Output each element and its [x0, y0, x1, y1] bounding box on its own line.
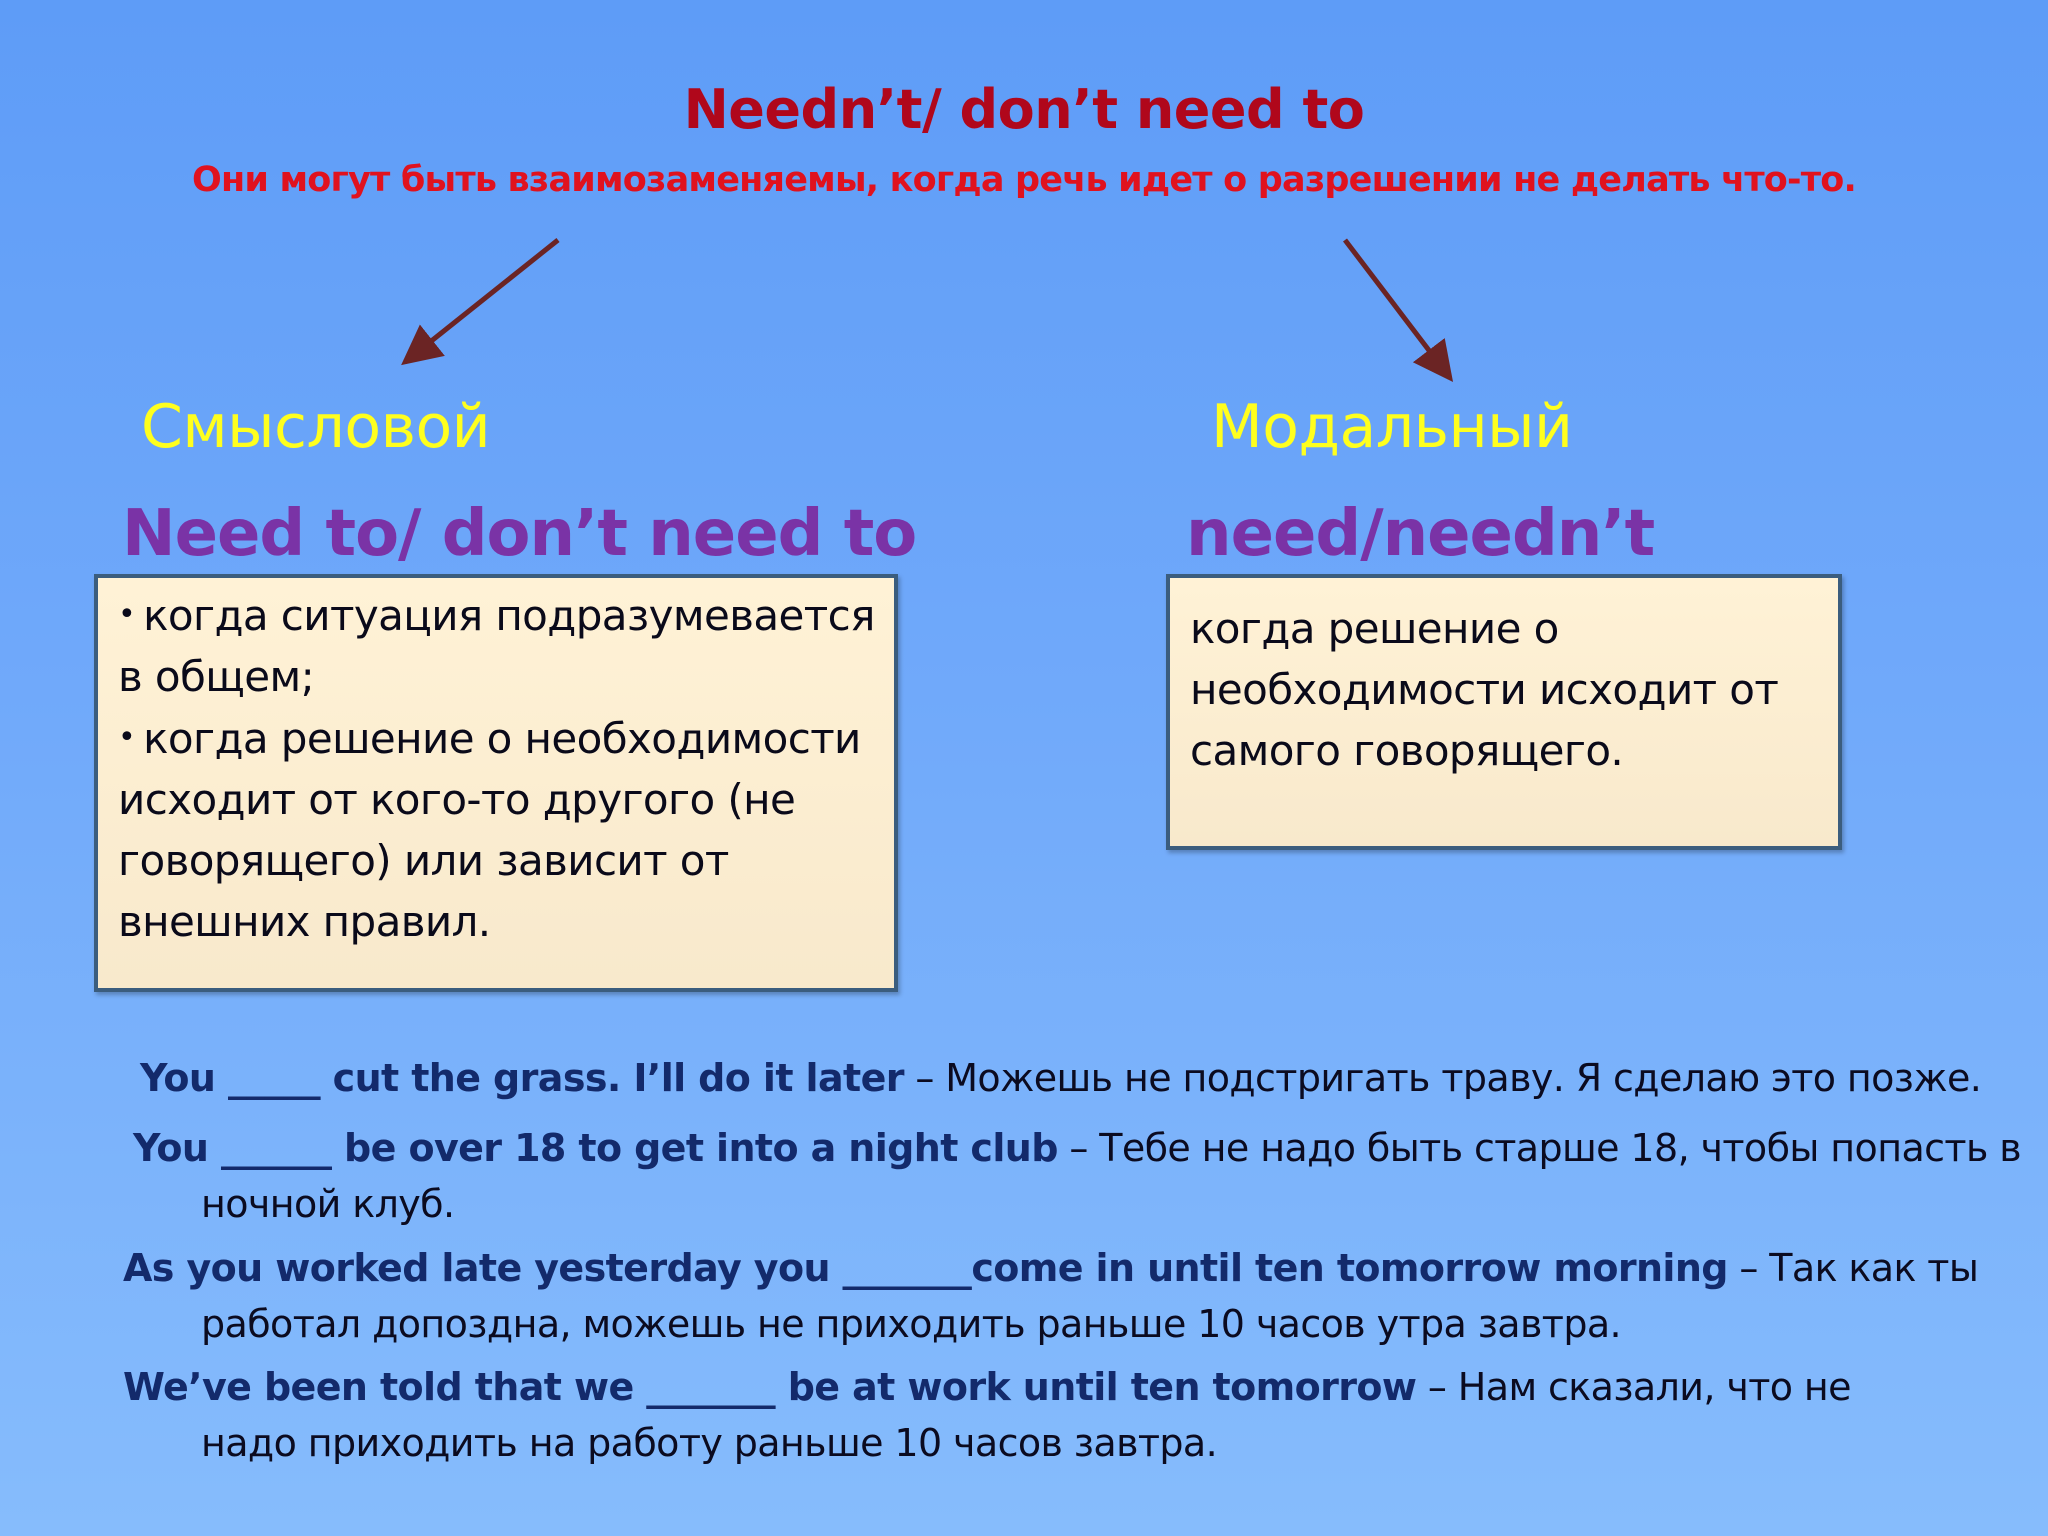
left-explanation-box — [94, 574, 898, 992]
example-russian: Так как ты — [1769, 1246, 1979, 1290]
left-explanation-list — [118, 584, 876, 952]
slide-title: Needn’t/ don’t need to — [683, 78, 1365, 141]
list-item — [118, 584, 876, 707]
right-branch-heading: Модальный — [1211, 392, 1573, 462]
example-dash: – — [1727, 1246, 1770, 1290]
example-item — [140, 1050, 1981, 1106]
right-form-heading: need/needn’t — [1186, 497, 1655, 571]
example-russian: Можешь не подстригать траву. Я сделаю это позже. — [945, 1056, 1982, 1100]
example-dash: – — [903, 1056, 946, 1100]
right-explanation-text: когда решение о необходимости исходит от самого говорящего. — [1190, 604, 1779, 775]
list-item-text: когда решение о необходимости исходит от кого-то другого (не говорящего) или зависит от внешних правил. — [118, 714, 861, 946]
left-arrow — [405, 240, 558, 362]
list-item — [118, 707, 876, 952]
example-dash: – — [1057, 1126, 1100, 1170]
example-english: You _____ cut the grass. I’ll do it later — [140, 1056, 904, 1100]
example-english: You ______ be over 18 to get into a night club — [133, 1126, 1058, 1170]
list-item-text: когда ситуация подразумевается в общем; — [118, 591, 875, 701]
slide-subtitle: Они могут быть взаимозаменяемы, когда речь идет о разрешении не делать что-то. — [192, 160, 1856, 200]
right-arrow — [1345, 240, 1450, 378]
left-form-heading: Need to/ don’t need to — [122, 497, 917, 571]
example-russian-continued: надо приходить на работу раньше 10 часов завтра. — [201, 1421, 1218, 1465]
example-russian-continued: работал допоздна, можешь не приходить раньше 10 часов утра завтра. — [201, 1302, 1622, 1346]
bullet-icon: • — [118, 720, 136, 755]
example-english: As you worked late yesterday you _______come in until ten tomorrow morning — [123, 1246, 1728, 1290]
example-russian-continued: ночной клуб. — [201, 1182, 455, 1226]
bullet-icon: • — [118, 597, 136, 632]
example-english: We’ve been told that we _______ be at work until ten tomorrow — [123, 1365, 1417, 1409]
example-item — [123, 1240, 1978, 1352]
right-explanation-box — [1166, 574, 1842, 850]
example-russian: Нам сказали, что не — [1457, 1365, 1851, 1409]
example-russian: Тебе не надо быть старше 18, чтобы попасть в — [1099, 1126, 2022, 1170]
left-branch-heading: Смысловой — [141, 392, 491, 462]
example-item — [133, 1120, 2021, 1232]
branch-arrows — [0, 0, 2048, 420]
example-item — [123, 1359, 1851, 1471]
example-dash: – — [1416, 1365, 1458, 1409]
